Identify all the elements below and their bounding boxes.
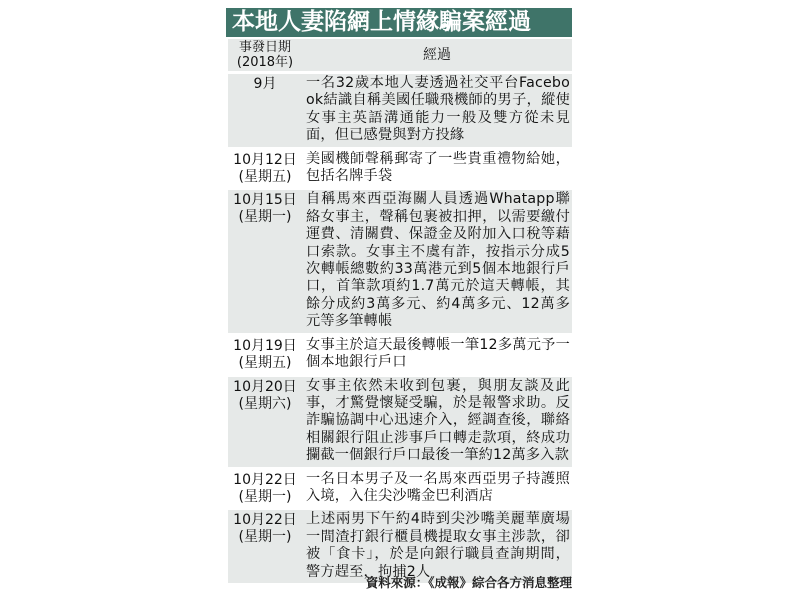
row-date-text: 10月19日 [233,337,297,354]
table-row [228,470,572,508]
row-date [228,470,302,508]
row-weekday-text: (星期一) [238,209,292,226]
table-row [228,150,572,188]
row-date [228,190,302,332]
timeline-table [228,37,572,583]
row-date-text: 9月 [253,76,277,92]
page-title: 本地人妻陷網上情緣騙案經過 [226,8,572,37]
table-row [228,74,572,147]
row-date-text: 10月15日 [233,192,297,209]
row-weekday-text: (星期五) [238,354,292,371]
header-year-label: (2018年) [236,55,294,70]
row-weekday-text: (星期一) [238,488,292,505]
table-row [228,377,572,467]
row-description: 自稱馬來西亞海關人員透過Whatapp聯絡女事主，聲稱包裹被扣押，以需要繳付運費、清關費、保證金及附加入口稅等藉口索款。女事主不虞有詐，按指示分成5次轉帳總數約33萬港元到5個本地銀行戶口，首筆款項約1.7萬元於這天轉帳，其餘分成約3萬多元、約4萬多元、12萬多元等多筆轉帳 [306,191,570,330]
row-date [228,510,302,583]
row-date-text: 10月22日 [233,512,297,529]
row-weekday-text: (星期一) [238,529,292,546]
header-description: 經過 [423,47,451,63]
table-row [228,336,572,374]
row-description: 女事主於這天最後轉帳一筆12多萬元予一個本地銀行戶口 [306,336,570,371]
row-weekday-text: (星期六) [238,395,292,412]
table-row [228,190,572,332]
row-date [228,150,302,188]
row-description: 上述兩男下午約4時到尖沙嘴美麗華廣場一間渣打銀行櫃員機提取女事主涉款，卻被「食卡」，於是向銀行職員查詢期間，警方趕至，拘捕2人 [306,511,570,580]
header-date-label: 事發日期 [238,40,291,55]
row-date [228,336,302,374]
row-description: 美國機師聲稱郵寄了一些貴重禮物給她，包括名牌手袋 [306,150,570,185]
source-credit: 資料來源：《成報》綜合各方消息整理 [365,575,572,590]
row-weekday-text: (星期五) [238,168,292,185]
header-date [228,39,302,71]
row-description: 一名32歲本地人妻透過社交平台Facebook結識自稱美國任職飛機師的男子，縱使女事主英語溝通能力一般及雙方從未見面，但已感覺與對方投緣 [306,75,570,144]
row-date [228,377,302,467]
row-description: 一名日本男子及一名馬來西亞男子持護照入境，入住尖沙嘴金巴利酒店 [306,470,570,504]
row-date-text: 10月20日 [233,378,297,395]
row-description: 女事主依然未收到包裹，與朋友談及此事，才驚覺懷疑受騙，於是報警求助。反詐騙協調中心迅速介入，經調查後，聯絡相關銀行阻止涉事戶口轉走款項，終成功攔截一個銀行戶口最後一筆約12萬多入款 [306,377,570,464]
table-header [228,39,572,71]
row-date-text: 10月22日 [233,471,297,488]
row-date-text: 10月12日 [233,151,297,168]
row-date [228,74,302,147]
